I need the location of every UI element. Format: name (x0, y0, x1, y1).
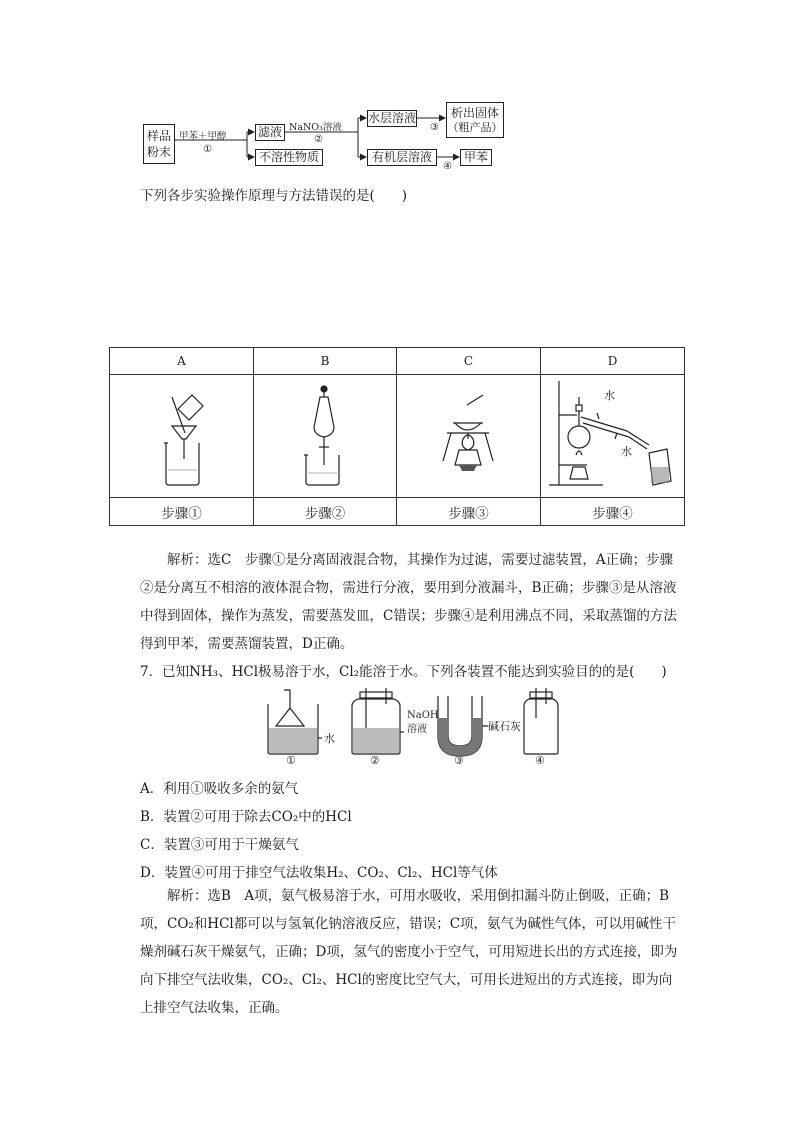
option-header-b: B (254, 348, 397, 375)
choice-d: D．装置④可用于排空气法收集H₂、CO₂、Cl₂、HCl等气体 (140, 865, 498, 881)
apparatus3-soda-lime-label: 碱石灰 (488, 720, 521, 733)
options-table (109, 347, 685, 526)
flow-box-organic (367, 149, 437, 166)
flow-box-aqueous (367, 110, 417, 127)
apparatus1-water-label: 水 (324, 732, 335, 745)
option-footer-b: 步骤② (254, 498, 397, 526)
flow-precipitate-line1: 析出固体 (450, 105, 499, 120)
question7-stem: 7．已知NH₃、HCl极易溶于水，Cl₂能溶于水。下列各装置不能达到实验目的的是( ) (140, 664, 667, 680)
choice-c: C．装置③可用于干燥氨气 (140, 837, 299, 853)
options-header-row (110, 348, 685, 375)
question6-stem: 下列各步实验操作原理与方法错误的是( ) (140, 188, 408, 204)
flow-step4: ④ (443, 161, 452, 172)
option-a-filtration-image (110, 375, 254, 498)
flow-reagent1: 甲苯＋甲醇 (179, 131, 227, 142)
flow-toluene-text: 甲苯 (463, 150, 488, 164)
options-footer-row (110, 498, 685, 526)
option-footer-c: 步骤③ (397, 498, 541, 526)
apparatus2-naoh-label-line2: 溶液 (407, 724, 427, 735)
choice-a: A．利用①吸收多余的氨气 (140, 781, 299, 797)
apparatus-number-2: ② (370, 754, 380, 767)
question7-apparatus-figure (262, 688, 562, 768)
apparatus-number-1: ① (286, 754, 296, 767)
analysis-question6: 解析：选C 步骤①是分离固液混合物，其操作为过滤，需要过滤装置，A正确；步骤②是分离互不相溶的液体混合物，需进行分液，要用到分液漏斗，B正确；步骤③是从溶液中得到固体，操作为蒸发，需要蒸发皿，C错误；步骤④是利用沸点不同，采取蒸馏的方法得到甲苯，需要蒸馏装置，D正确。 (140, 552, 677, 652)
flow-aqueous-text: 水层溶液 (368, 111, 417, 125)
option-b-separatory-funnel-image (254, 375, 397, 498)
flow-precipitate-line2: （粗产品） (447, 120, 503, 134)
flow-step2: ② (314, 134, 323, 145)
option-header-c: C (397, 348, 541, 375)
separatory-funnel-icon (254, 375, 396, 493)
flow-box-filtrate (255, 124, 285, 141)
flow-box-toluene (460, 149, 492, 166)
evaporating-dish-icon (397, 375, 540, 493)
option-header-d: D (541, 348, 685, 375)
option-footer-d: 步骤④ (541, 498, 685, 526)
flow-box-sample (143, 124, 175, 164)
choice-b: B．装置②可用于除去CO₂中的HCl (140, 809, 352, 825)
apparatus2-naoh-label-line1: NaOH (407, 710, 439, 721)
flow-filtrate-text: 滤液 (257, 125, 282, 139)
flow-box-precipitate (446, 102, 504, 138)
distillation-water-label-bottom: 水 (621, 445, 632, 458)
flow-reagent2: NaNO₃溶液 (289, 122, 342, 133)
flow-sample-text: 样品粉末 (146, 129, 171, 159)
option-c-evaporation-image (397, 375, 541, 498)
option-d-distillation-image (541, 375, 685, 498)
apparatus-number-4: ④ (535, 754, 545, 767)
flow-box-insoluble (255, 149, 323, 166)
option-header-a: A (110, 348, 254, 375)
flow-step3: ③ (430, 122, 439, 133)
option-footer-a: 步骤① (110, 498, 254, 526)
options-image-row (110, 375, 685, 498)
flow-insoluble-text: 不溶性物质 (258, 150, 319, 164)
flow-step1: ① (203, 144, 212, 155)
flowchart-arrows (0, 0, 794, 200)
apparatus-number-3: ③ (454, 754, 464, 767)
analysis-question7: 解析：选B A项，氨气极易溶于水，可用水吸收，采用倒扣漏斗防止倒吸，正确；B项，CO₂和HCl都可以与氢氧化钠溶液反应，错误；C项，氨气为碱性气体，可以用碱性干燥剂碱石灰干燥氨气，正确；D项，氢气的密度小于空气，可用短进长出的方式连接，即为向下排空气法收集，CO₂、Cl₂、HCl的密度比空气大，可用长进短出的方式连接，即为向上排空气法收集，正确。 (140, 888, 678, 1016)
flow-organic-text: 有机层溶液 (371, 150, 432, 164)
distillation-water-label-top: 水 (604, 389, 615, 402)
filtration-apparatus-icon (110, 375, 253, 493)
